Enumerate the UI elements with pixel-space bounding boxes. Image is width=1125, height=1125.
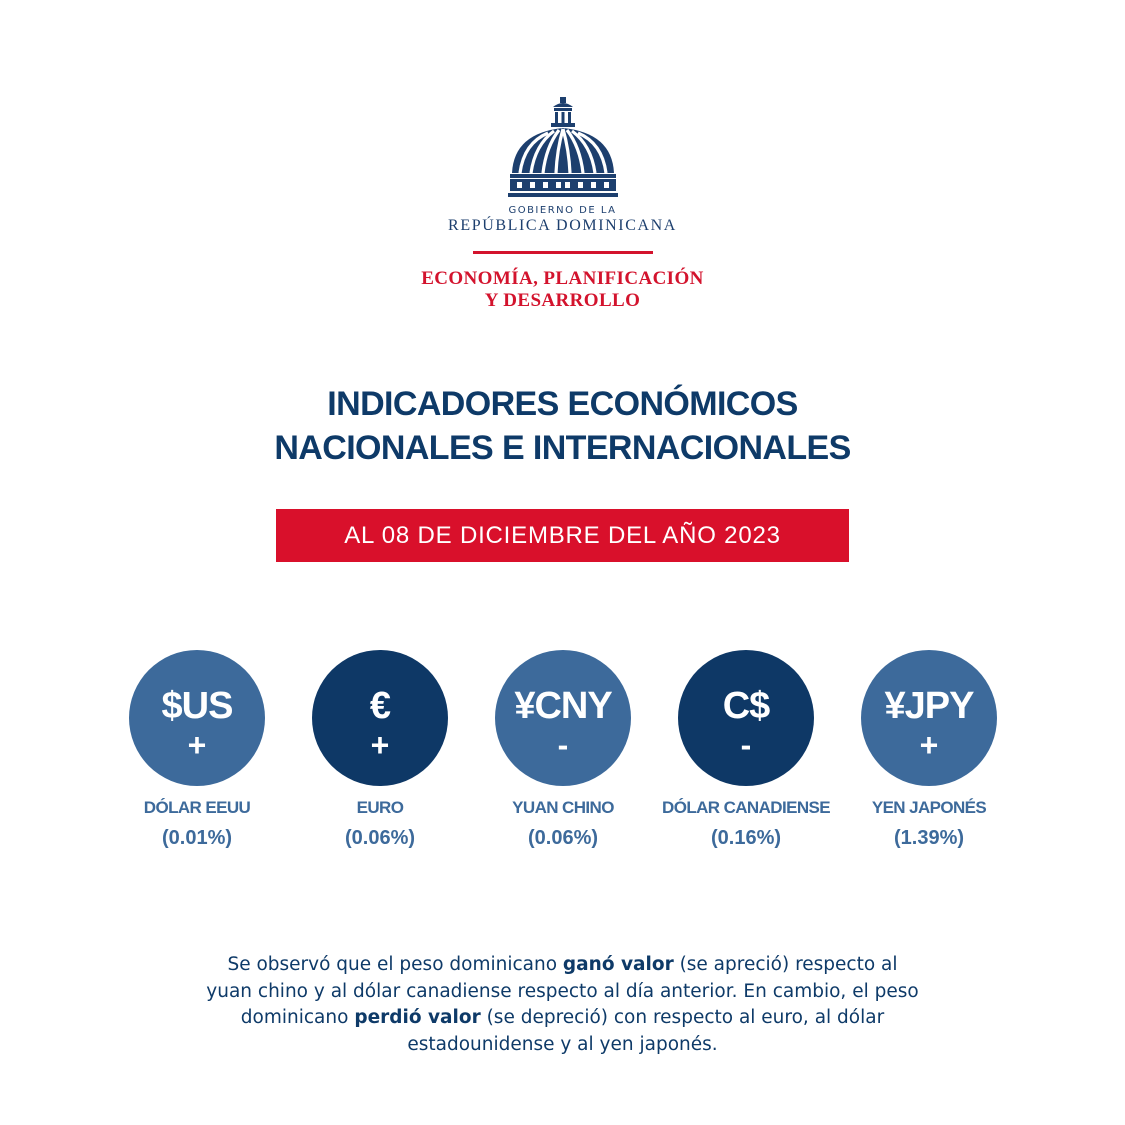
currency-change: (0.01%) [161, 827, 233, 849]
currency-change: (0.06%) [344, 827, 416, 849]
dome-icon [508, 95, 618, 199]
title-line2: NACIONALES E INTERNACIONALES [274, 429, 851, 467]
currency-circle [678, 650, 814, 786]
explanatory-note [205, 952, 920, 1058]
date-banner [276, 509, 849, 562]
note-text: (se depreció) con respecto al euro, al dólar estadounidense y al yen japonés. [407, 1007, 885, 1055]
currency-symbol: $US [161, 685, 233, 727]
ministry-line1: ECONOMÍA, PLANIFICACIÓN [421, 268, 704, 289]
currency-symbol: ¥CNY [514, 685, 612, 727]
currency-name: DÓLAR EEUU [143, 798, 251, 817]
note-text: (se apreció) respecto al yuan chino y al dólar canadiense respecto al día anterior. En cambio, el peso dominicano [206, 954, 919, 1028]
page-title [0, 382, 1125, 470]
currency-circle [861, 650, 997, 786]
currency-change: (1.39%) [893, 827, 965, 849]
minus-icon: - [740, 727, 752, 763]
note-text: Se observó que el peso dominicano [227, 954, 563, 975]
title-line1: INDICADORES ECONÓMICOS [327, 385, 798, 423]
currency-name: EURO [356, 798, 404, 817]
note-bold-lost: perdió valor [354, 1007, 481, 1028]
logo-line1: GOBIERNO DE LA [508, 205, 617, 216]
currency-jpy [819, 650, 1039, 850]
currency-name: DÓLAR CANADIENSE [662, 798, 830, 817]
plus-icon: + [187, 727, 207, 763]
plus-icon: + [919, 727, 939, 763]
minus-icon: - [557, 727, 569, 763]
currency-circle [129, 650, 265, 786]
plus-icon: + [370, 727, 390, 763]
note-bold-gained: ganó valor [562, 954, 674, 975]
currency-name: YEN JAPONÉS [871, 798, 987, 817]
currency-symbol: € [369, 685, 391, 727]
currency-name: YUAN CHINO [512, 798, 614, 817]
government-logo [0, 95, 1125, 312]
date-banner-text: AL 08 DE DICIEMBRE DEL AÑO 2023 [344, 521, 781, 549]
currency-symbol: C$ [722, 685, 770, 727]
logo-divider [473, 251, 653, 254]
currency-change: (0.16%) [710, 827, 782, 849]
logo-line2: REPÚBLICA DOMINICANA [448, 217, 677, 234]
ministry-line2: Y DESARROLLO [484, 290, 641, 311]
currency-symbol: ¥JPY [884, 685, 974, 727]
currency-change: (0.06%) [527, 827, 599, 849]
currency-circle [495, 650, 631, 786]
currency-circle [312, 650, 448, 786]
